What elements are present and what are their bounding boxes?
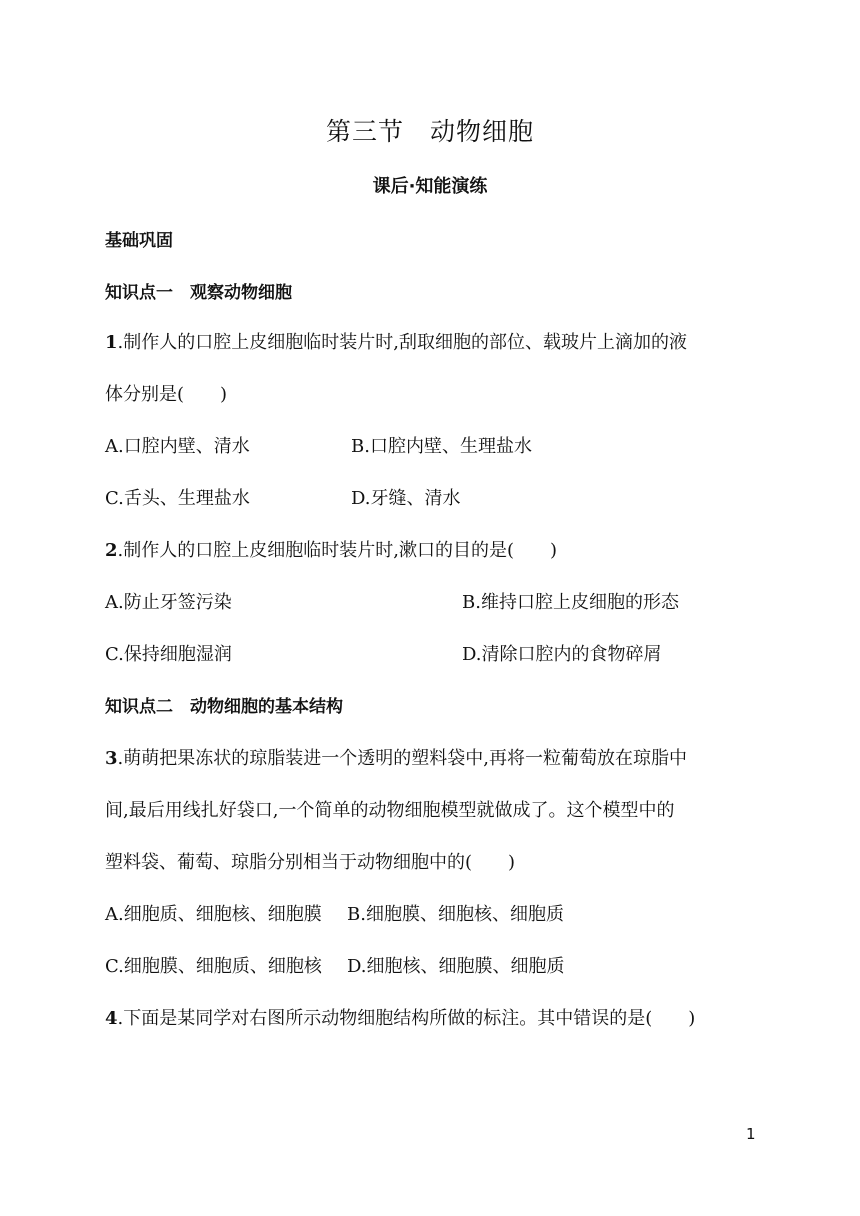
question-3-option-b: B.细胞膜、细胞核、细胞质 [347, 904, 564, 925]
question-1-option-d: D.牙缝、清水 [351, 488, 461, 509]
question-3-number: 3 [105, 748, 118, 769]
question-1-option-a: A.口腔内壁、清水 [105, 436, 250, 457]
question-4-text-1: 下面是某同学对右图所示动物细胞结构所做的标注。其中错误的是( ) [123, 1008, 696, 1029]
question-3-option-d: D.细胞核、细胞膜、细胞质 [347, 956, 565, 977]
page-title: 第三节 动物细胞 [325, 117, 534, 146]
question-3-option-c: C.细胞膜、细胞质、细胞核 [105, 956, 322, 977]
question-2-option-c: C.保持细胞湿润 [105, 644, 232, 665]
question-1-option-c: C.舌头、生理盐水 [105, 488, 250, 509]
question-1-text-1: 制作人的口腔上皮细胞临时装片时,刮取细胞的部位、载玻片上滴加的液 [123, 332, 687, 353]
knowledge-point-1-heading: 知识点一 观察动物细胞 [105, 283, 292, 303]
question-2-text-1: 制作人的口腔上皮细胞临时装片时,漱口的目的是( ) [123, 540, 558, 561]
question-1-number: 1 [105, 332, 118, 353]
question-3-line-3: 塑料袋、葡萄、琼脂分别相当于动物细胞中的( ) [105, 852, 516, 873]
section-heading-basic: 基础巩固 [105, 231, 173, 251]
question-2-option-b: B.维持口腔上皮细胞的形态 [462, 592, 679, 613]
question-3-line-2: 间,最后用线扎好袋口,一个简单的动物细胞模型就做成了。这个模型中的 [105, 800, 675, 821]
question-2-option-d: D.清除口腔内的食物碎屑 [462, 644, 662, 665]
question-1-option-b: B.口腔内壁、生理盐水 [351, 436, 532, 457]
question-2-option-a: A.防止牙签污染 [105, 592, 232, 613]
page-subtitle: 课后·知能演练 [372, 176, 488, 197]
question-3-text-1: 萌萌把果冻状的琼脂装进一个透明的塑料袋中,再将一粒葡萄放在琼脂中 [123, 748, 687, 769]
question-3-line-1: 3.萌萌把果冻状的琼脂装进一个透明的塑料袋中,再将一粒葡萄放在琼脂中 [105, 748, 687, 769]
question-2-number: 2 [105, 540, 118, 561]
question-2-line-1: 2.制作人的口腔上皮细胞临时装片时,漱口的目的是( ) [105, 540, 558, 561]
question-3-option-a: A.细胞质、细胞核、细胞膜 [105, 904, 322, 925]
question-1-line-1: 1.制作人的口腔上皮细胞临时装片时,刮取细胞的部位、载玻片上滴加的液 [105, 332, 687, 353]
knowledge-point-2-heading: 知识点二 动物细胞的基本结构 [105, 697, 343, 717]
question-4-number: 4 [105, 1008, 118, 1029]
question-4-line-1: 4.下面是某同学对右图所示动物细胞结构所做的标注。其中错误的是( ) [105, 1008, 696, 1029]
question-1-line-2: 体分别是( ) [105, 384, 228, 405]
page-number: 1 [746, 1125, 756, 1143]
